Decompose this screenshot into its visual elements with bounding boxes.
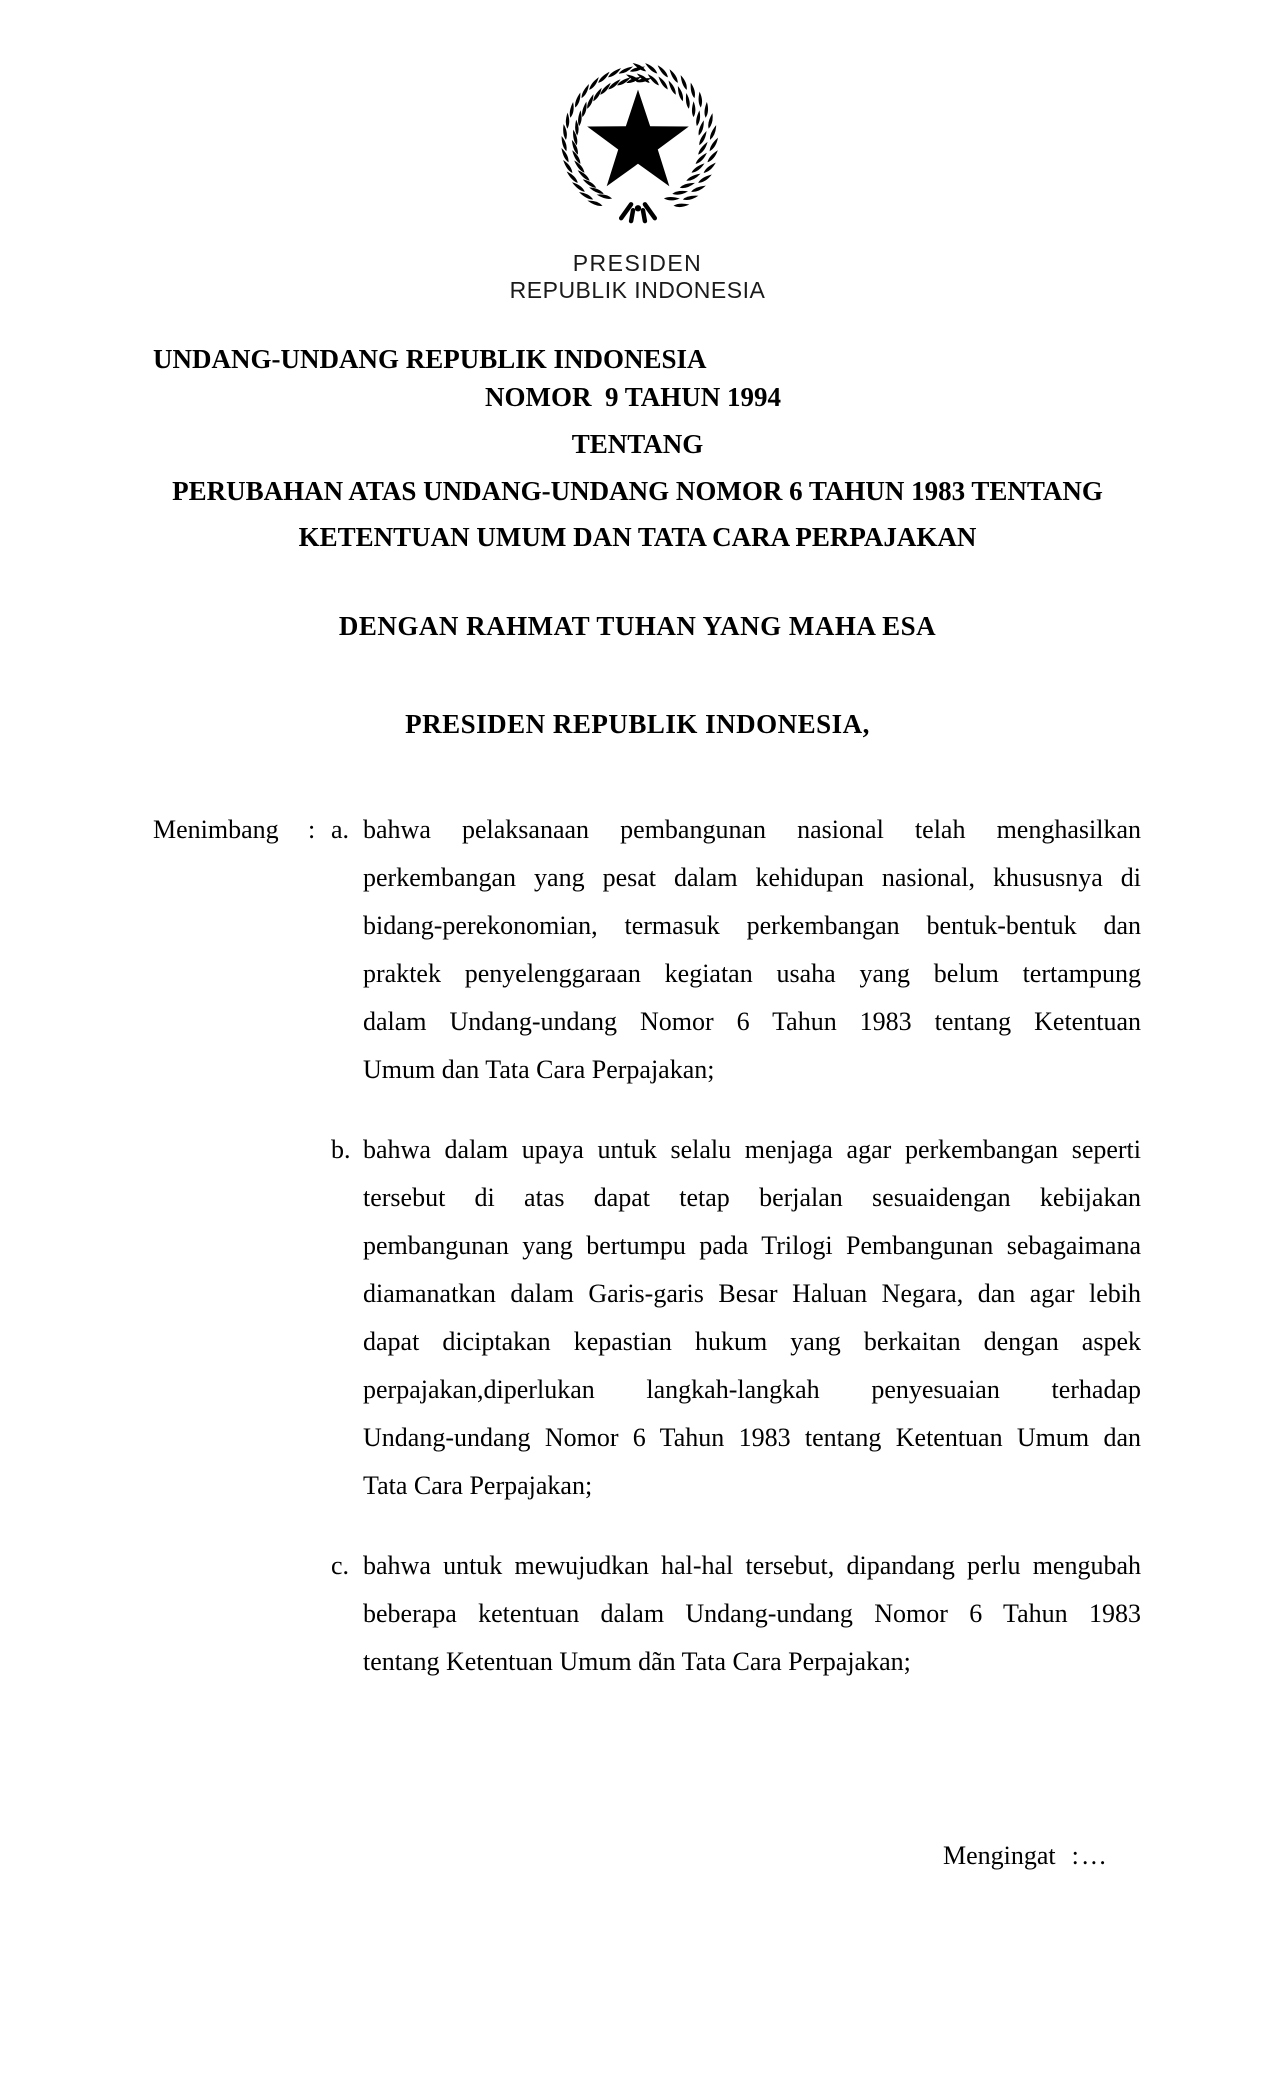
wreath-leaf <box>596 194 612 200</box>
wreath-leaf <box>586 93 594 109</box>
issuer-line: PRESIDEN REPUBLIK INDONESIA, <box>405 709 870 739</box>
subject-line-2: KETENTUAN UMUM DAN TATA CARA PERPAJAKAN <box>298 522 977 552</box>
law-title-line: UNDANG-UNDANG REPUBLIK INDONESIA <box>153 344 707 374</box>
paragraph-line: pembangunan yang bertumpu pada Trilogi Pembangunan sebagaimana <box>363 1231 1141 1260</box>
wreath-leaf <box>643 62 658 74</box>
presidential-emblem <box>0 60 1275 230</box>
wreath-leaf <box>682 193 698 202</box>
paragraph-line: tersebut di atas dapat tetap berjalan sesuaidengan kebijakan <box>363 1183 1141 1212</box>
paragraph-line: bidang-perekonomian, termasuk perkembangan bentuk-bentuk dan <box>363 911 1141 940</box>
wreath-leaf <box>672 189 688 197</box>
wreath-leaf <box>618 64 633 76</box>
wreath-leaf <box>702 161 715 175</box>
wreath-leaf <box>679 180 695 190</box>
wreath-leaf <box>588 187 604 195</box>
considering-item <box>331 1126 1143 1510</box>
paragraph-line: dapat diciptakan kepastian hukum yang berkaitan dengan aspek <box>363 1327 1141 1356</box>
paragraph-line: diamanatkan dalam Garis-garis Besar Haluan Negara, dan agar lebih <box>363 1279 1141 1308</box>
wreath-leaf <box>569 102 573 118</box>
considering-item <box>331 806 1143 1094</box>
wreath-leaf <box>688 82 697 98</box>
paragraph-line: bahwa dalam upaya untuk selalu menjaga agar perkembangan seperti <box>363 1135 1141 1164</box>
considering-items <box>331 806 1143 1686</box>
wreath-leaf <box>696 110 700 126</box>
paragraph-line: tentang Ketentuan Umum dãn Tata Cara Perpajakan; <box>363 1647 911 1676</box>
star-wreath-icon <box>554 60 722 230</box>
tentang-heading: TENTANG <box>571 429 704 459</box>
item-lines <box>363 1542 1141 1686</box>
paragraph-line: praktek penyelenggaraan kegiatan usaha yang belum tertampung <box>363 959 1141 988</box>
wreath-leaf <box>690 183 706 194</box>
wreath-leaf <box>709 124 717 140</box>
paragraph-line: Umum dan Tata Cara Perpajakan; <box>363 1055 715 1084</box>
wreath-leaf <box>656 76 670 90</box>
letterhead-republik-indonesia: REPUBLIK INDONESIA <box>509 277 766 303</box>
wreath-leaf <box>586 200 602 207</box>
wreath-leaf <box>558 136 568 152</box>
wreath-leaf <box>655 65 669 78</box>
wreath-bow <box>621 204 655 221</box>
law-number-line: NOMOR 9 TAHUN 1994 <box>485 382 781 412</box>
letterhead-presiden: PRESIDEN <box>572 250 703 276</box>
item-marker: a. <box>331 815 350 844</box>
paragraph-line: dalam Undang-undang Nomor 6 Tahun 1983 tentang Ketentuan <box>363 1007 1141 1036</box>
item-lines <box>363 806 1141 1094</box>
paragraph-line: perkembangan yang pesat dalam kehidupan nasional, khususnya di <box>363 863 1141 892</box>
wreath-leaf <box>704 102 708 118</box>
wreath-leaf <box>690 101 696 117</box>
item-lines <box>363 1126 1141 1510</box>
wreath-leaf <box>707 113 713 129</box>
invocation-line: DENGAN RAHMAT TUHAN YANG MAHA ESA <box>338 611 937 641</box>
star-shape <box>587 90 689 187</box>
page-footer <box>943 1832 1109 1880</box>
wreath-leaf <box>581 101 587 117</box>
item-marker: c. <box>331 1551 350 1580</box>
footer-catchword-label: Mengingat <box>943 1841 1056 1870</box>
footer-catchword-value: :… <box>1071 1841 1109 1870</box>
considering-item <box>331 1542 1143 1686</box>
wreath-leaf <box>588 76 599 92</box>
considering-label: Menimbang <box>153 815 279 844</box>
wreath-leaf <box>697 140 708 156</box>
wreath-leaf <box>592 87 602 103</box>
wreath-leaf <box>574 92 581 108</box>
paragraph-line: Undang-undang Nomor 6 Tahun 1983 tentang Ketentuan Umum dan <box>363 1423 1141 1452</box>
wreath-leaf <box>564 113 570 129</box>
wreath-leaf <box>706 149 718 164</box>
paragraph-line: Tata Cara Perpajakan; <box>363 1471 593 1500</box>
wreath-leaf <box>690 161 704 175</box>
considering-section <box>153 806 1143 1686</box>
subject-line-1: PERUBAHAN ATAS UNDANG-UNDANG NOMOR 6 TAHUN 1983 TENTANG <box>172 476 1103 506</box>
wreath-leaf <box>570 181 586 192</box>
wreath-leaf <box>675 86 685 102</box>
paragraph-line: bahwa pelaksanaan pembangunan nasional telah menghasilkan <box>363 815 1141 844</box>
wreath-leaf <box>581 179 597 189</box>
considering-colon: : <box>308 815 316 844</box>
wreath-leaf <box>578 191 594 200</box>
wreath-leaf <box>559 148 571 163</box>
item-marker: b. <box>331 1135 351 1164</box>
wreath-leaf <box>666 80 678 95</box>
wreath-leaf <box>683 93 691 109</box>
paragraph-line: bahwa untuk mewujudkan hal-hal tersebut, dipandang perlu mengubah <box>363 1551 1141 1580</box>
wreath-leaf <box>696 91 703 107</box>
paragraph-line: beberapa ketentuan dalam Undang-undang Nomor 6 Tahun 1983 <box>363 1599 1141 1628</box>
wreath-leaf <box>685 171 700 183</box>
wreath-leaf <box>580 83 589 99</box>
wreath-leaf <box>694 151 707 166</box>
wreath-leaf <box>663 196 679 202</box>
paragraph-line: perpajakan,diperlukan langkah-langkah penyesuaian terhadap <box>363 1375 1141 1404</box>
wreath-leaf <box>678 75 689 91</box>
wreath-leaf <box>673 202 689 209</box>
wreath-leaf <box>577 110 581 126</box>
